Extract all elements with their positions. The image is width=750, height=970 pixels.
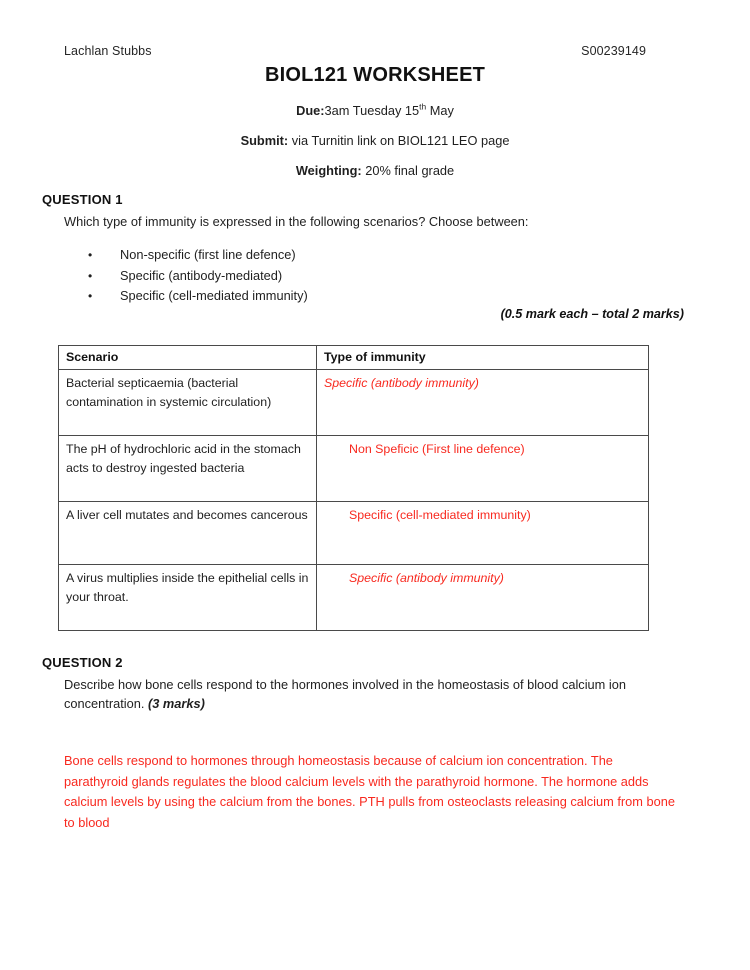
bullet-icon: •	[88, 268, 93, 283]
list-item	[85, 266, 308, 287]
question-2-intro-text: Describe how bone cells respond to the hormones involved in the homeostasis of blood calcium ion concentration.	[64, 677, 626, 711]
question-2-intro	[64, 676, 672, 713]
student-id: S00239149	[581, 44, 646, 58]
cell-scenario: A virus multiplies inside the epithelial cells in your throat.	[59, 565, 317, 631]
list-item	[85, 245, 308, 266]
column-header-type: Type of immunity	[317, 346, 649, 370]
answer-text: Specific (antibody immunity)	[349, 571, 504, 586]
question-2-marks: (3 marks)	[147, 695, 205, 711]
cell-answer[interactable]	[317, 502, 649, 565]
list-item-label: Non-specific (first line defence)	[120, 247, 296, 262]
due-value-post: May	[426, 103, 454, 118]
column-header-scenario: Scenario	[59, 346, 317, 370]
due-ordinal-suffix: th	[419, 101, 427, 112]
bullet-icon: •	[88, 248, 93, 262]
due-value-pre: 3am Tuesday 15	[324, 103, 420, 118]
table-header-row	[59, 346, 649, 370]
cell-answer[interactable]	[317, 436, 649, 502]
cell-answer[interactable]	[317, 565, 649, 631]
weighting-label: Weighting:	[295, 163, 362, 178]
due-line	[64, 103, 686, 118]
cell-scenario: Bacterial septicaemia (bacterial contamination in systemic circulation)	[59, 370, 317, 436]
question-2-answer[interactable]: Bone cells respond to hormones through homeostasis because of calcium ion concentration. The parathyroid glands regulates the blood calcium levels with the parathyroid hormone. The hormone adds calcium levels by using the calcium from the bones. PTH pulls from osteoclasts releasing calcium from bone to blood	[64, 753, 675, 831]
page-title: BIOL121 WORKSHEET	[264, 64, 486, 86]
table-head	[59, 346, 649, 370]
cell-scenario: The pH of hydrochloric acid in the stomach acts to destroy ingested bacteria	[59, 436, 317, 502]
list-item	[85, 286, 308, 307]
due-label: Due:	[296, 103, 325, 118]
submit-line	[64, 133, 686, 148]
list-item-label: Specific (cell-mediated immunity)	[120, 288, 308, 303]
table-body	[59, 370, 649, 631]
question-1-heading: QUESTION 1	[42, 192, 123, 207]
submit-value: via Turnitin link on BIOL121 LEO page	[288, 133, 510, 148]
scenario-table-wrapper	[58, 345, 648, 631]
table-row	[59, 502, 649, 565]
document-header	[64, 44, 646, 58]
list-item-label: Specific (antibody-mediated)	[120, 267, 283, 283]
submit-label: Submit:	[240, 133, 289, 148]
scenario-table	[58, 345, 649, 631]
table-row	[59, 436, 649, 502]
cell-answer[interactable]	[317, 370, 649, 436]
immunity-options-list	[85, 245, 308, 307]
weighting-line	[64, 163, 686, 178]
answer-text: Specific (cell-mediated immunity)	[349, 508, 531, 523]
answer-text: Specific (antibody immunity)	[324, 376, 479, 391]
weighting-value: 20% final grade	[361, 163, 455, 178]
cell-scenario: A liver cell mutates and becomes cancerous	[59, 502, 317, 565]
question-1-marks: (0.5 mark each – total 2 marks)	[500, 307, 684, 321]
question-2-heading: QUESTION 2	[42, 655, 123, 670]
bullet-icon: •	[88, 289, 93, 303]
student-name: Lachlan Stubbs	[64, 44, 152, 58]
table-row	[59, 565, 649, 631]
table-row	[59, 370, 649, 436]
question-1-intro: Which type of immunity is expressed in the following scenarios? Choose between:	[64, 214, 529, 229]
answer-text: Non Speficic (First line defence)	[349, 442, 525, 457]
